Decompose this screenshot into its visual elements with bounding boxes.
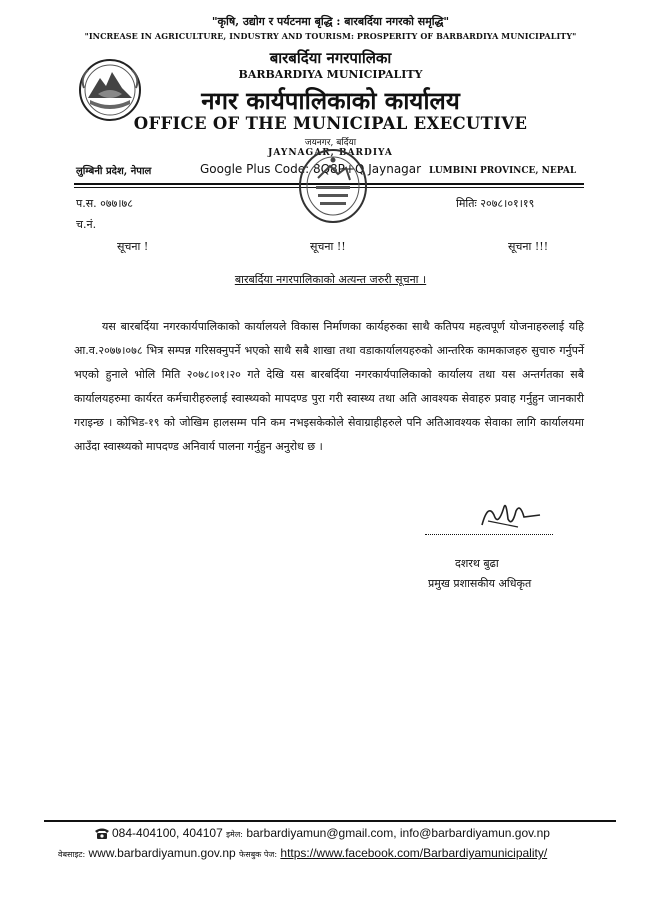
dispatch-number-label: च.नं.: [76, 218, 97, 231]
office-title-nepali: नगर कार्यपालिकाको कार्यालय: [201, 86, 460, 115]
slogan-nepali: "कृषि, उद्योग र पर्यटनमा बृद्धि : बारबर्दिया नगरको समृद्धि": [211, 15, 450, 28]
province-english: LUMBINI PROVINCE, NEPAL: [429, 166, 577, 176]
notice-label-3: सूचना !!!: [508, 240, 549, 253]
footer-rule: [44, 820, 616, 822]
signatory-title: प्रमुख प्रशासकीय अधिकृत: [428, 577, 532, 590]
signatory-name: दशरथ बुढा: [455, 557, 499, 570]
signature-icon: [478, 497, 544, 533]
place-nepali: जयनगर, बर्दिया: [304, 138, 357, 148]
place-english: JAYNAGAR, BARDIYA: [268, 148, 393, 158]
signature-line: [425, 534, 553, 535]
footer-facebook-link[interactable]: https://www.facebook.com/Barbardiyamunicipality/: [280, 846, 548, 860]
notice-subject: [0, 268, 661, 287]
footer-phones: 084-404100, 404107: [112, 826, 223, 840]
municipality-name-nepali: बारबर्दिया नगरपालिका: [269, 49, 392, 67]
notice-label-2: सूचना !!: [310, 240, 346, 253]
telephone-icon: [94, 827, 110, 840]
province-nepali: लुम्बिनी प्रदेश, नेपाल: [76, 166, 152, 177]
footer-web-line: [58, 846, 547, 860]
footer-facebook-label: फेसबुक पेज:: [239, 850, 278, 859]
notice-subject-text: बारबर्दिया नगरपालिकाको अत्यन्त जरुरी सूचना ।: [234, 273, 427, 286]
footer-website[interactable]: www.barbardiyamun.gov.np: [88, 846, 236, 860]
footer-emails[interactable]: barbardiyamun@gmail.com, info@barbardiyamun.gov.np: [246, 826, 550, 840]
footer-website-label: वेबसाइट:: [58, 850, 86, 859]
google-plus-code: Google Plus Code: 8Q8P+Q Jaynagar: [200, 162, 422, 176]
office-title-english: OFFICE OF THE MUNICIPAL EXECUTIVE: [133, 114, 528, 133]
footer-email-label: इमेल:: [226, 830, 243, 839]
notice-body: यस बारबर्दिया नगरकार्यपालिकाको कार्यालयले विकास निर्माणका कार्यहरुका साथै कतिपय महत्वपूर्ण योजनाहरुलाई यहि आ.व.२०७७।०७८ भित्र सम्पन्न गरिसक्नुपर्ने भएको साथै सबै शाखा तथा वडाकार्यालयहरुको आन्तरिक कामकाजहरु सुचारु गर्नुपर्ने भएको हुनाले भोलि मिति २०७८।०१।२० गते देखि यस बारबर्दिया नगरकार्यपालिकाको कार्यालय तथा यस अन्तर्गतका सबै कार्यालयहरुमा कार्यरत कर्मचारीहरुलाई स्वास्थ्यको मापदण्ड पुरा गरी स्वास्थ्य तथा अति आवश्यक सेवाहरु प्रवाह गर्नुहुन जानकारी गराइन्छ । कोभिड-१९ को जोखिम हालसम्म पनि कम नभइसकेकोले सेवाग्राहीहरुले पनि अतिआवश्यक सेवाका लागि कार्यालयमा आउँदा स्वास्थ्यको मापदण्ड अनिवार्य पालना गर्नुहुन अनुरोध छ ।: [74, 320, 584, 453]
municipality-name-english: BARBARDIYA MUNICIPALITY: [238, 68, 423, 81]
slogan-english: "INCREASE IN AGRICULTURE, INDUSTRY AND TOURISM: PROSPERITY OF BARBARDIYA MUNICIPALITY": [84, 31, 577, 41]
notice-label-1: सूचना !: [117, 240, 149, 253]
official-stamp-icon: [296, 146, 370, 226]
letter-date: मितिः २०७८।०१।१९: [456, 197, 535, 210]
reference-number: प.स. ०७७।७८: [76, 197, 133, 210]
footer-contact-line: [94, 826, 550, 840]
